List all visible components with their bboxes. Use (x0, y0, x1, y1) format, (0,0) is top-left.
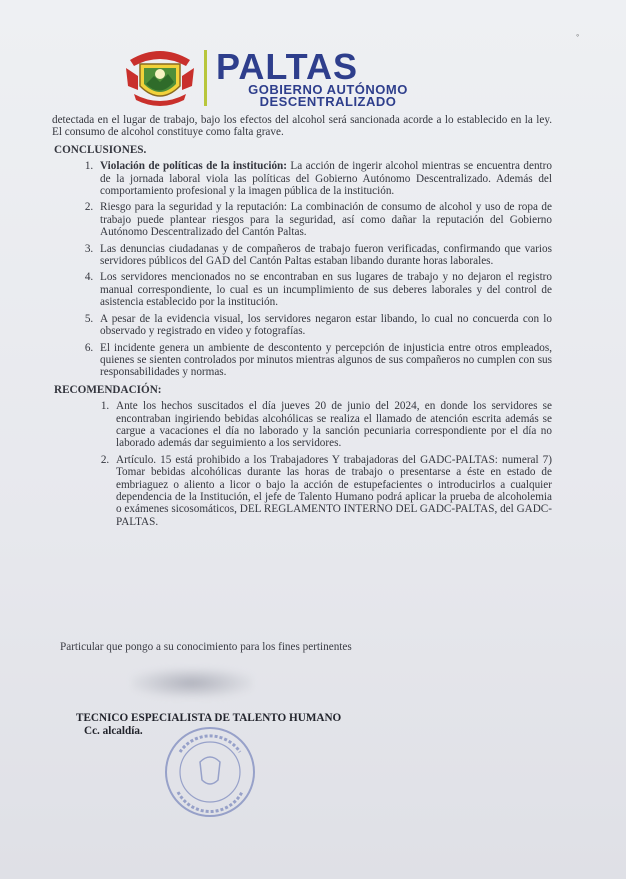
recommendation-list (52, 400, 552, 528)
recommendation-item (112, 400, 552, 450)
recommendation-text: Ante los hechos suscitados el día jueves 20 de junio del 2024, en donde los servidores se encontraban ingiriendo bebidas alcohólicas se realiza el llamado de atención escrita además se cargue a vacaciones el día no laborado y la sanción pecuniaria correspondiente por el día no laborado además dar seguimiento a los servidores. (116, 400, 552, 450)
conclusion-text: Los servidores mencionados no se encontraban en sus lugares de trabajo y no dejaron el registro manual correspondiente, lo cual es un incumplimiento de sus deberes laborales y del control de asistencia establecido por la institución. (100, 271, 552, 309)
brand-name: PALTAS (216, 46, 358, 87)
cc-line: Cc. alcaldía. (84, 725, 143, 737)
recommendation-heading: RECOMENDACIÓN: (54, 383, 162, 396)
conclusion-item (96, 313, 552, 338)
document-body (52, 114, 552, 532)
redacted-signature (132, 668, 252, 698)
recommendation-item (112, 454, 552, 528)
conclusion-text: Riesgo para la seguridad y la reputación: La combinación de consumo de alcohol y uso de ropa de trabajo puede plantear riesgos para la seguridad, así como dañar la reputación del Gobierno Autónomo Descentralizado del Cantón Paltas. (100, 201, 552, 239)
coat-of-arms-icon (124, 46, 196, 108)
conclusion-item (96, 271, 552, 308)
corner-mark: ◦ (576, 30, 580, 40)
conclusions-list (52, 160, 552, 379)
brand-subtitle-line1: GOBIERNO AUTÓNOMO (248, 82, 408, 97)
recommendation-text: Artículo. 15 está prohibido a los Trabajadores Y trabajadoras del GADC-PALTAS: numeral 7) Tomar bebidas alcohólicas durante las horas de trabajo o presentarse a éste en estado de embriaguez o aliento a licor o bajo la acción de estupefacientes o introducirlos a cualquier dependencia de la Institución, el jefe de Talento Humano podrá aplicar la prueba de alcoholemia o exámenes sicosomáticos, DEL REGLAMENTO INTERNO DEL GADC-PALTAS, del GADC-PALTAS. (116, 453, 552, 528)
brand-subtitle-line2: DESCENTRALIZADO (259, 94, 397, 109)
conclusion-item (96, 201, 552, 238)
conclusion-item (96, 342, 552, 379)
brand-subtitle (218, 84, 438, 108)
conclusion-text: Las denuncias ciudadanas y de compañeros de trabajo fueron verificadas, confirmando que varios servidores públicos del GAD del Cantón Paltas estaban libando durante horas laborales. (100, 242, 552, 268)
conclusion-item (96, 243, 552, 268)
conclusion-lead: Violación de políticas de la institución: (100, 160, 287, 173)
signatory-title: TECNICO ESPECIALISTA DE TALENTO HUMANO (76, 712, 342, 724)
conclusion-text: El incidente genera un ambiente de descontento y percepción de injusticia entre otros empleados, quienes se sienten controlados por minutos mientras algunos de sus compañeros no cumplen con sus responsabilidades y normas. (100, 341, 552, 379)
department-stamp-icon (160, 722, 260, 822)
conclusion-text: A pesar de la evidencia visual, los servidores negaron estar libando, lo cual no concuerda con lo observado y registrado en video y fotografías. (100, 312, 552, 338)
conclusion-item (96, 160, 552, 197)
logo-divider (204, 50, 207, 106)
closing-line: Particular que pongo a su conocimiento para los fines pertinentes (60, 641, 352, 653)
intro-paragraph: detectada en el lugar de trabajo, bajo los efectos del alcohol será sancionada acorde a lo establecido en la ley. El consumo de alcohol constituye como falta grave. (52, 114, 552, 139)
conclusion-text: La acción de ingerir alcohol mientras se encuentra dentro de la jornada laboral viola las políticas del Gobierno Autónomo Descentralizado. Además del comportamiento profesional y la imagen pública de la institución. (100, 160, 552, 198)
conclusions-heading: CONCLUSIONES. (54, 143, 147, 156)
header-logo (124, 46, 444, 112)
